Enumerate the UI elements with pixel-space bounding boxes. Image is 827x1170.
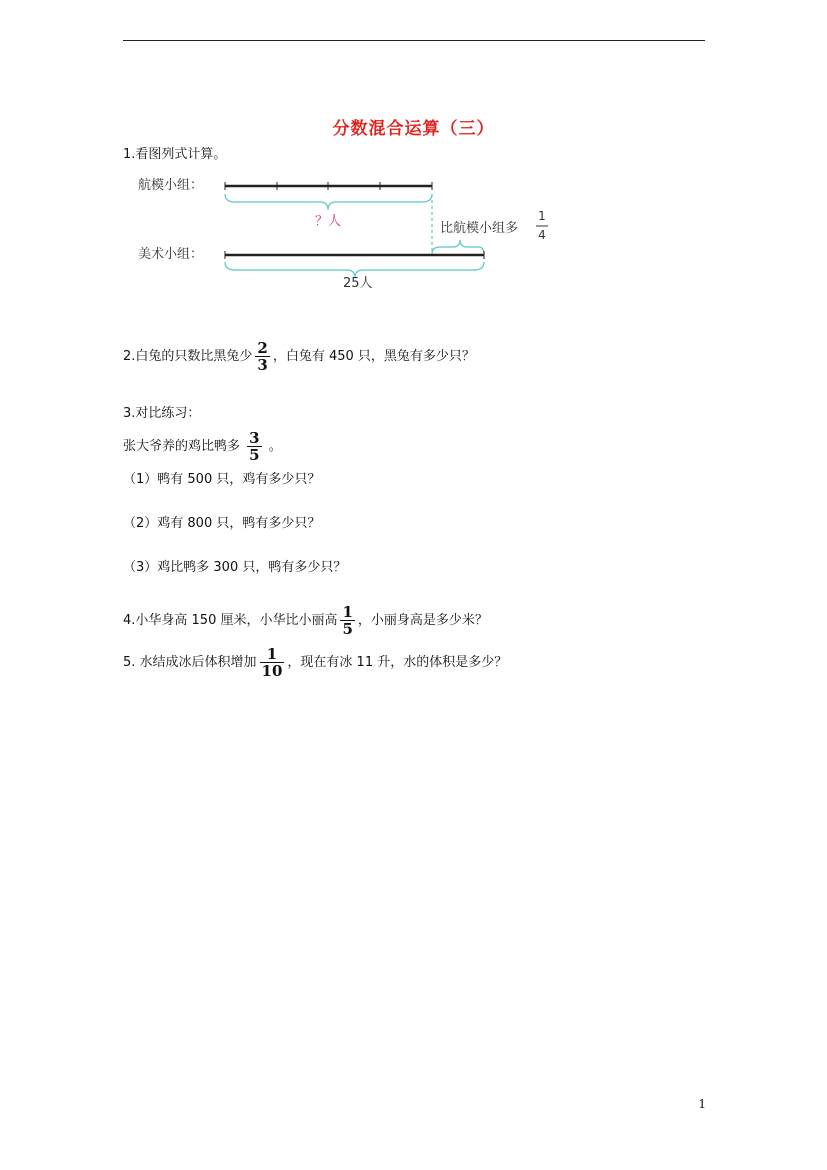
fraction-denominator: 10: [261, 662, 283, 680]
compare-brace: [432, 240, 484, 254]
question-3-intro: [123, 430, 282, 463]
question-2: [123, 340, 475, 373]
question-3-sub-3: （3）鸡比鸭多 300 只，鸭有多少只？: [123, 560, 347, 575]
fraction-numerator: 1: [266, 645, 278, 663]
compare-label: 比航模小组多: [440, 221, 519, 236]
fraction-denominator: 3: [257, 356, 268, 374]
fraction-numerator: 1: [342, 603, 353, 621]
page-number: 1: [698, 1097, 706, 1111]
question-4-text-before: 4.小华身高 150 厘米，小华比小丽高: [123, 613, 338, 628]
fraction-denominator: 5: [342, 620, 353, 638]
question-3-intro-before: 张大爷养的鸡比鸭多: [123, 439, 241, 454]
total-label: 25人: [343, 276, 373, 291]
compare-fraction-numerator: 1: [538, 209, 546, 223]
question-1-text: 1.看图列式计算。: [123, 147, 227, 162]
row1-label: 航模小组：: [138, 178, 204, 193]
question-2-text-after: ，白兔有 450 只，黑兔有多少只？: [272, 349, 475, 364]
question-5: [123, 646, 507, 679]
question-3-sub-1: （1）鸭有 500 只，鸡有多少只？: [123, 472, 321, 487]
page-title: 分数混合运算（三）: [332, 119, 495, 139]
question-4-text-after: ，小丽身高是多少米？: [357, 613, 488, 628]
fraction-numerator: 2: [257, 339, 268, 357]
row1-brace: [225, 194, 432, 210]
question-4-fraction: [340, 604, 354, 637]
question-5-text-before: 5. 水结成冰后体积增加: [123, 655, 257, 670]
question-5-text-after: ，现在有冰 11 升，水的体积是多少？: [287, 655, 508, 670]
compare-fraction-denominator: 4: [538, 228, 546, 242]
row2-label: 美术小组：: [138, 247, 204, 262]
question-1-diagram: [135, 170, 565, 300]
question-3-heading: 3.对比练习：: [123, 406, 201, 421]
question-4: [123, 604, 488, 637]
question-3-intro-after: 。: [268, 439, 282, 454]
question-2-text-before: 2.白兔的只数比黑兔少: [123, 349, 253, 364]
fraction-numerator: 3: [249, 429, 260, 447]
question-3-sub-2: （2）鸡有 800 只，鸭有多少只？: [123, 516, 321, 531]
header-rule: [123, 40, 705, 41]
question-2-fraction: [255, 340, 269, 373]
unknown-label: ？人: [315, 214, 342, 229]
question-3-fraction: [247, 430, 261, 463]
fraction-denominator: 5: [249, 446, 260, 464]
question-5-fraction: [260, 646, 285, 679]
